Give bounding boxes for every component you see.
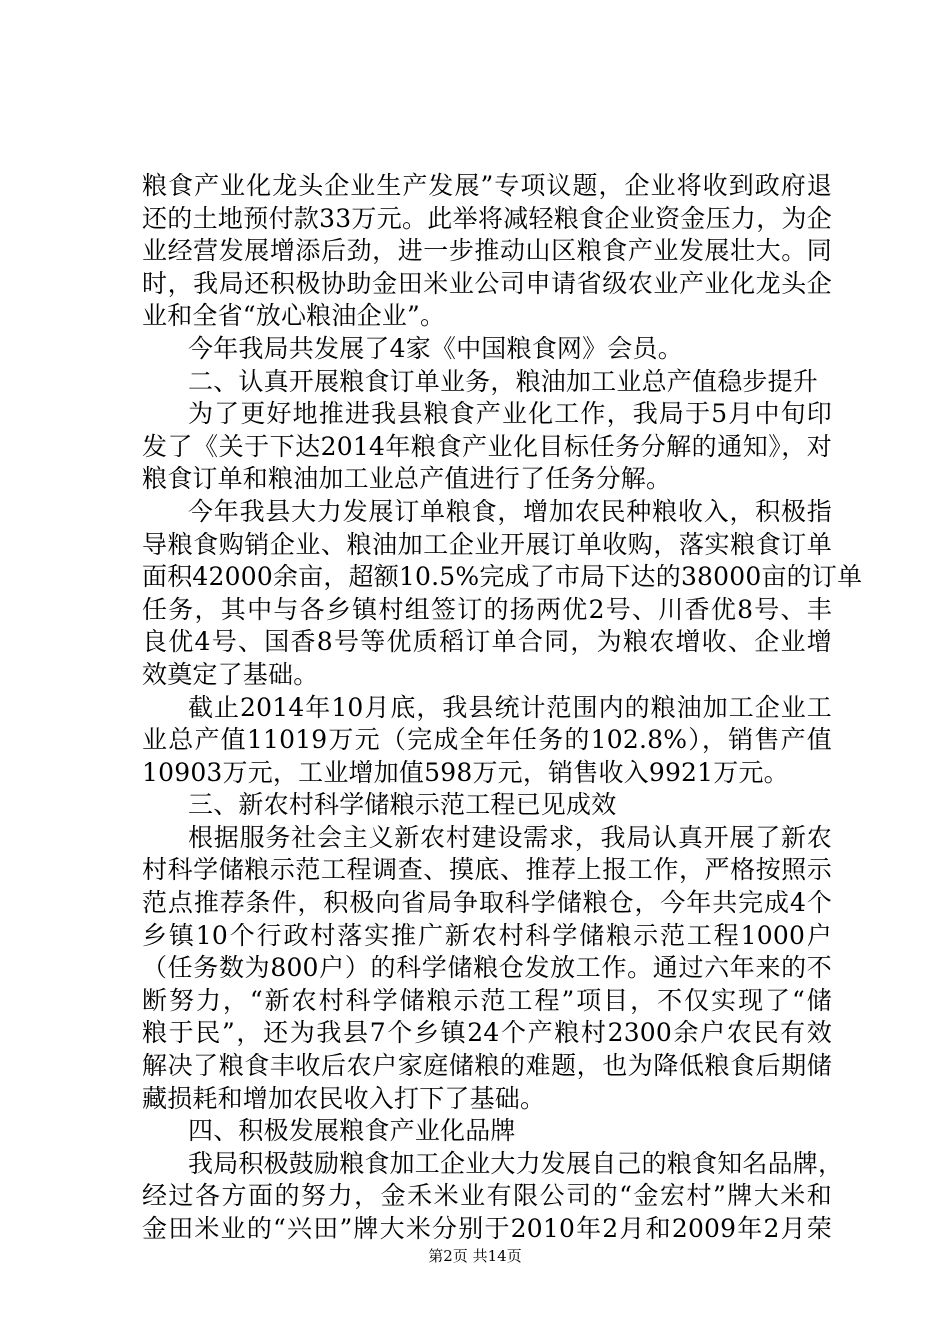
text-line: 任务，其中与各乡镇村组签订的扬两优2号、川香优8号、丰 (142, 594, 832, 624)
text-line: 业总产值11019万元（完成全年任务的102.8%），销售产值 (142, 725, 832, 755)
text-line: 断努力，“新农村科学储粮示范工程”项目，不仅实现了“储 (142, 985, 832, 1015)
text-line: 三、新农村科学储粮示范工程已见成效 (188, 790, 617, 820)
text-line: 我局积极鼓励粮食加工企业大力发展自己的粮食知名品牌， (188, 1148, 844, 1178)
text-line: 良优4号、国香8号等优质稻订单合同，为粮农增收、企业增 (142, 627, 832, 657)
text-line: 为了更好地推进我县粮食产业化工作，我局于5月中旬印 (188, 399, 832, 429)
text-line: 效奠定了基础。 (142, 659, 319, 689)
document-body (142, 170, 863, 1246)
text-line: 粮食订单和粮油加工业总产值进行了任务分解。 (142, 464, 672, 494)
text-line: 发了《关于下达2014年粮食产业化目标任务分解的通知》，对 (142, 431, 832, 461)
text-line: 经过各方面的努力，金禾米业有限公司的“金宏村”牌大米和 (142, 1181, 832, 1211)
text-line: 村科学储粮示范工程调查、摸底、推荐上报工作，严格按照示 (142, 855, 832, 885)
text-line: 乡镇10个行政村落实推广新农村科学储粮示范工程1000户 (142, 920, 832, 950)
text-line: （任务数为800户）的科学储粮仓发放工作。通过六年来的不 (142, 953, 832, 983)
text-line: 粮于民”，还为我县7个乡镇24个产粮村2300余户农民有效 (142, 1018, 832, 1048)
text-line: 10903万元，工业增加值598万元，销售收入9921万元。 (142, 757, 789, 787)
page-footer: 第2页 共14页 (428, 1247, 522, 1265)
text-line: 面积42000余亩，超额10.5%完成了市局下达的38000亩的订单 (142, 562, 863, 592)
text-line: 金田米业的“兴田”牌大米分别于2010年2月和2009年2月荣 (142, 1214, 832, 1243)
text-line: 四、积极发展粮食产业化品牌 (188, 1116, 516, 1146)
text-line: 解决了粮食丰收后农户家庭储粮的难题，也为降低粮食后期储 (142, 1051, 832, 1081)
text-line: 截止2014年10月底，我县统计范围内的粮油加工企业工 (188, 692, 832, 722)
text-line: 业经营发展增添后劲，进一步推动山区粮食产业发展壮大。同 (142, 236, 832, 266)
text-line: 时，我局还积极协助金田米业公司申请省级农业产业化龙头企 (142, 268, 832, 298)
text-line: 业和全省“放心粮油企业”。 (142, 301, 446, 331)
text-line: 还的土地预付款33万元。此举将减轻粮食企业资金压力，为企 (142, 203, 832, 233)
text-line: 藏损耗和增加农民收入打下了基础。 (142, 1083, 546, 1113)
text-line: 根据服务社会主义新农村建设需求，我局认真开展了新农 (188, 822, 832, 852)
text-line: 粮食产业化龙头企业生产发展”专项议题，企业将收到政府退 (142, 171, 832, 200)
text-line: 今年我局共发展了4家《中国粮食网》会员。 (188, 333, 683, 363)
text-line: 导粮食购销企业、粮油加工企业开展订单收购，落实粮食订单 (142, 529, 832, 559)
text-line: 今年我县大力发展订单粮食，增加农民种粮收入，积极指 (188, 496, 832, 526)
text-line: 二、认真开展粮食订单业务，粮油加工业总产值稳步提升 (188, 366, 819, 396)
text-line: 范点推荐条件，积极向省局争取科学储粮仓，今年共完成4个 (142, 888, 832, 918)
